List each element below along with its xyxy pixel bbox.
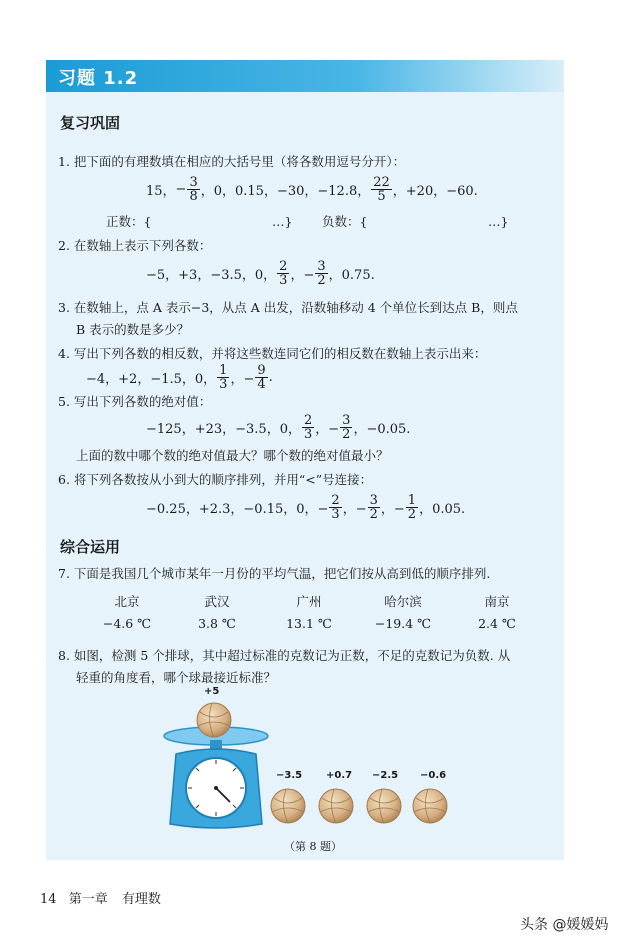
city-temp: −19.4 ℃ <box>374 616 432 631</box>
page-footer <box>40 888 161 907</box>
volleyball-icon <box>319 789 353 823</box>
ball-weight-label: −3.5 <box>276 770 303 781</box>
city-temp: −4.6 ℃ <box>102 616 152 631</box>
q1-negative-label: 负数：{ <box>322 214 368 229</box>
volleyball-icon <box>197 703 231 737</box>
q6-text: 6. 将下列各数按从小到大的顺序排列，并用“<”号连接： <box>58 472 373 487</box>
volleyball-icon <box>367 789 401 823</box>
fraction: $\frac{2}{3}$ <box>279 259 288 288</box>
exercise-title: 习题 1.2 <box>58 68 139 89</box>
section-apply: 综合运用 <box>60 538 121 556</box>
q1-negative-dots: …} <box>488 214 509 229</box>
ball-weight-label: −0.6 <box>420 770 447 781</box>
kitchen-scale-icon <box>164 727 268 828</box>
fraction: $\frac{3}{2}$ <box>317 259 326 288</box>
city-name: 广州 <box>296 594 322 609</box>
q1-positive-dots: …} <box>272 214 293 229</box>
q3-line1: 3. 在数轴上，点 A 表示−3，从点 A 出发，沿数轴移动 4 个单位长到达点 B，则点 <box>58 300 518 315</box>
q8-line2: 轻重的角度看，哪个球最接近标准？ <box>76 670 277 685</box>
fraction: $\frac{3}{8}$ <box>189 175 198 204</box>
fraction: $\frac{22}{5}$ <box>373 175 390 204</box>
q6-numbers: −0.25，+2.3，−0.15，0，− $\frac{2}{3}$ ，− $\frac{3}{2}$ ，− $\frac{1}{2}$ ，0.05. <box>146 493 466 522</box>
fraction: $\frac{1}{3}$ <box>219 363 228 392</box>
q8-line1: 8. 如图，检测 5 个排球，其中超过标准的克数记为正数，不足的克数记为负数. 从 <box>58 648 511 663</box>
q3-line2: B 表示的数是多少？ <box>76 322 190 337</box>
q7-text: 7. 下面是我国几个城市某年一月份的平均气温，把它们按从高到低的顺序排列. <box>58 566 491 581</box>
ball-weight-label: −2.5 <box>372 770 399 781</box>
volleyball-icon <box>413 789 447 823</box>
city-name: 南京 <box>484 594 510 609</box>
fraction: $\frac{3}{2}$ <box>342 413 351 442</box>
ball-weight-label: +5 <box>204 686 220 697</box>
city-temp: 13.1 ℃ <box>286 616 332 631</box>
city-temp: 2.4 ℃ <box>478 616 516 631</box>
fraction: $\frac{3}{2}$ <box>369 493 378 522</box>
fraction: $\frac{2}{3}$ <box>303 413 313 442</box>
figure-caption: （第 8 题） <box>284 840 342 853</box>
chapter-label: 第一章 <box>68 892 108 907</box>
q4-numbers: −4，+2，−1.5，0， $\frac{1}{3}$ ，− $\frac{9}{4}$ . <box>86 363 273 392</box>
ball-weight-label: +0.7 <box>326 770 353 781</box>
fraction: $\frac{9}{4}$ <box>257 363 266 392</box>
q5-tail: 上面的数中哪个数的绝对值最大？哪个数的绝对值最小？ <box>76 448 389 463</box>
fraction: $\frac{2}{3}$ <box>331 493 340 522</box>
q5-text: 5. 写出下列各数的绝对值： <box>58 394 212 409</box>
q2-numbers: −5，+3，−3.5，0， $\frac{2}{3}$ ，− $\frac{3}{2}$ ，0.75. <box>146 259 375 288</box>
q5-numbers: −125，+23，−3.5，0， $\frac{2}{3}$ ，− $\frac{3}{2}$ ，−0.05. <box>146 413 411 442</box>
chapter-title: 有理数 <box>121 892 161 907</box>
city-name: 武汉 <box>204 594 230 609</box>
q1-text: 1. 把下面的有理数填在相应的大括号里（将各数用逗号分开）： <box>58 154 406 169</box>
q2-text: 2. 在数轴上表示下列各数： <box>58 238 212 253</box>
city-name: 哈尔滨 <box>384 594 422 609</box>
city-temp: 3.8 ℃ <box>198 616 236 631</box>
page-number: 14 <box>40 892 57 907</box>
section-review: 复习巩固 <box>60 114 121 132</box>
q1-numbers: 15， − $\frac{3}{8}$ ，0，0.15，−30，−12.8， $\frac{22}{5}$ ，+20，−60. <box>146 175 478 204</box>
volleyball-icon <box>271 789 305 823</box>
fraction: $\frac{1}{2}$ <box>407 493 417 522</box>
q4-text: 4. 写出下列各数的相反数，并将这些数连同它们的相反数在数轴上表示出来： <box>58 346 487 361</box>
q1-positive-label: 正数：{ <box>106 214 152 229</box>
city-name: 北京 <box>114 594 140 609</box>
watermark: 头条 @媛媛妈 <box>520 917 609 933</box>
scale-and-balls-illustration <box>150 696 470 836</box>
